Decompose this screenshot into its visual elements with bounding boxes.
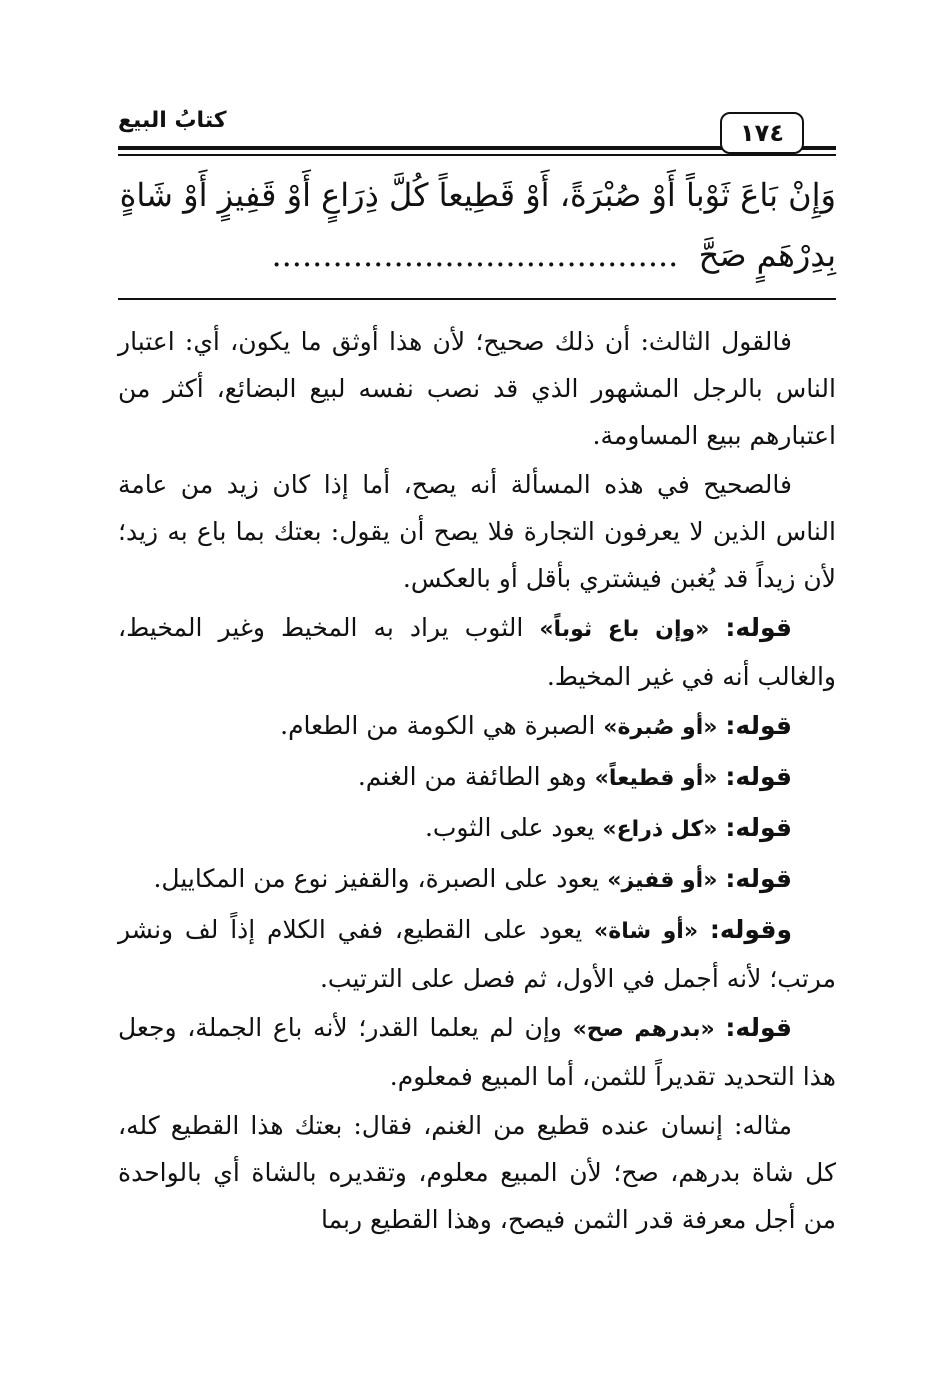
commentary-body [118, 318, 836, 1245]
paragraph-2 [118, 461, 836, 602]
matn-divider [118, 298, 836, 300]
paragraph-text: يعود على الصبرة، والقفيز نوع من المكاييل. [153, 864, 608, 893]
paragraph-text: يعود على الثوب. [424, 813, 603, 842]
paragraph-text: الثوب يراد به المخيط وغير المخيط، والغالب أنه في غير المخيط. [118, 613, 836, 691]
matn-quote: «بدرهم صح» [572, 1017, 715, 1042]
matn-line-1: وَإِنْ بَاعَ ثَوْباً أَوْ صُبْرَةً، أَوْ قَطِيعاً كُلَّ ذِرَاعٍ أَوْ قَفِيزٍ أَوْ شَاةٍ [119, 176, 836, 214]
book-title: كتابُ البيع [118, 108, 227, 133]
matn-quote: «أو قطيعاً» [594, 766, 718, 791]
matn-dots: ........................................ [271, 236, 679, 274]
page-number: ١٧٤ [720, 112, 804, 154]
qawluh-lead: وقوله: [709, 915, 793, 944]
paragraph-text: يعود على القطيع، ففي الكلام إذاً لف ونشر مرتب؛ لأنه أجمل في الأول، ثم فصل على الترتيب. [118, 915, 836, 993]
matn-line-2 [118, 225, 836, 285]
qawluh-lead: قوله: [725, 864, 792, 893]
qawluh-lead: قوله: [725, 1013, 792, 1042]
qawluh-lead: قوله: [725, 711, 792, 740]
paragraph-10 [118, 1102, 836, 1243]
qawluh-lead: قوله: [725, 762, 792, 791]
header-rule-thin [118, 154, 836, 156]
paragraph-text: وإن لم يعلما القدر؛ لأنه باع الجملة، وجعل هذا التحديد تقديراً للثمن، أما المبيع فمعلوم. [118, 1013, 836, 1091]
matn-quote: «أو شاة» [594, 919, 699, 944]
page-header [118, 108, 836, 158]
qawluh-lead: قوله: [725, 813, 792, 842]
paragraph-text: الصبرة هي الكومة من الطعام. [280, 711, 604, 740]
qawluh-lead: قوله: [725, 613, 792, 642]
paragraph-8 [118, 906, 836, 1002]
matn-text [118, 165, 836, 285]
paragraph-4 [118, 702, 836, 751]
paragraph-3 [118, 604, 836, 700]
paragraph-text: فالقول الثالث: أن ذلك صحيح؛ لأن هذا أوثق ما يكون، أي: اعتبار الناس بالرجل المشهور الذي قد نصب نفسه لبيع البضائع، أكثر من اعتبارهم ببيع المساومة. [118, 327, 836, 450]
paragraph-6 [118, 804, 836, 853]
paragraph-9 [118, 1004, 836, 1100]
matn-quote: «أو قفيز» [607, 868, 718, 893]
paragraph-text: وهو الطائفة من الغنم. [357, 762, 595, 791]
paragraph-text: مثاله: إنسان عنده قطيع من الغنم، فقال: بعتك هذا القطيع كله، كل شاة بدرهم، صح؛ لأن المبيع معلوم، وتقديره بالشاة أي بالواحدة من أجل معرفة قدر الثمن فيصح، وهذا القطيع ربما [118, 1111, 836, 1234]
matn-quote: «وإن باع ثوباً» [539, 617, 710, 642]
matn-quote: «كل ذراع» [602, 817, 718, 842]
paragraph-7 [118, 855, 836, 904]
matn-line-2-text: بِدِرْهَمٍ صَحَّ [698, 236, 836, 274]
matn-quote: «أو صُبرة» [603, 715, 718, 740]
paragraph-1 [118, 318, 836, 459]
paragraph-text: فالصحيح في هذه المسألة أنه يصح، أما إذا كان زيد من عامة الناس الذين لا يعرفون التجارة فلا يصح أن يقول: بعتك بما باع به زيد؛ لأن زيداً قد يُغبن فيشتري بأقل أو بالعكس. [118, 470, 836, 593]
paragraph-5 [118, 753, 836, 802]
